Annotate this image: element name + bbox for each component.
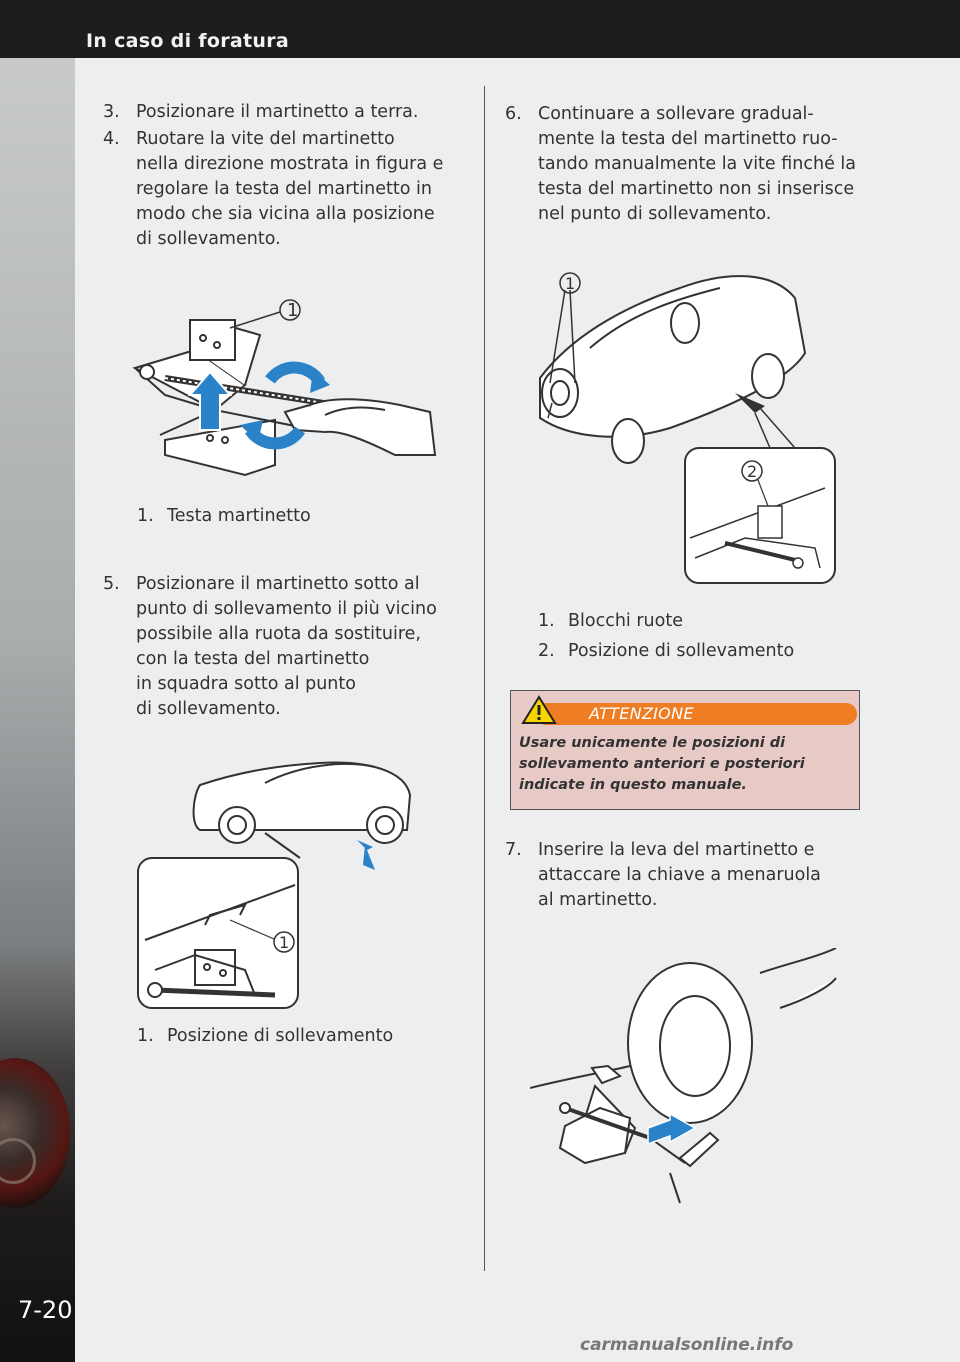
callout-2: 2 — [747, 462, 758, 481]
jack-handle-figure — [530, 948, 840, 1213]
side-photo-strip — [0, 58, 75, 1362]
figure1-caption — [137, 504, 437, 530]
figure3-caption-2 — [538, 639, 838, 665]
figure3-caption-1 — [538, 609, 838, 635]
lifting-point-figure — [135, 755, 445, 1010]
caption-text: Blocchi ruote — [568, 611, 683, 631]
column-divider — [484, 86, 485, 1271]
headlamp-photo — [0, 1058, 70, 1208]
caption-text: Posizione di sollevamento — [568, 641, 795, 661]
caption-number: 1. — [137, 1026, 154, 1046]
step-number: 5. — [103, 574, 120, 594]
step-6 — [505, 102, 885, 232]
wheel-blocks-figure — [530, 268, 840, 588]
section-title: In caso di foratura — [86, 30, 290, 52]
callout-1: 1 — [279, 933, 290, 952]
page-number: 7-20 — [18, 1296, 73, 1324]
warning-box — [510, 690, 860, 810]
caption-number: 2. — [538, 641, 555, 661]
warning-title: ATTENZIONE — [589, 704, 694, 723]
watermark: carmanualsonline.info — [580, 1335, 794, 1355]
caption-text: Posizione di sollevamento — [167, 1026, 394, 1046]
caption-number: 1. — [538, 611, 555, 631]
warning-body: Usare unicamente le posizioni di sollevamento anteriori e posteriori indicate in questo manuale. — [519, 735, 805, 793]
warning-triangle-icon — [521, 695, 557, 725]
step-3 — [103, 100, 473, 126]
step-text: Continuare a sollevare gradual- mente la testa del martinetto ruo- tando manualmente la vite finché la testa del martinetto non si inserisce nel punto di sollevamento. — [538, 104, 856, 224]
step-number: 3. — [103, 102, 120, 122]
step-text: Posizionare il martinetto a terra. — [136, 102, 419, 122]
step-number: 7. — [505, 840, 522, 860]
callout-1: 1 — [287, 300, 299, 321]
jack-head-figure — [125, 290, 440, 485]
callout-1: 1 — [565, 274, 576, 293]
step-number: 6. — [505, 104, 522, 124]
step-4 — [103, 127, 473, 257]
warning-title-bar — [535, 703, 857, 725]
caption-text: Testa martinetto — [167, 506, 311, 526]
step-7 — [505, 838, 885, 918]
figure2-caption — [137, 1024, 467, 1050]
step-text: Posizionare il martinetto sotto al punto di sollevamento il più vicino possibile alla ruota da sostituire, con la testa del martinetto in squadra sotto al punto di sollevamento. — [136, 574, 437, 719]
step-number: 4. — [103, 129, 120, 149]
step-text: Inserire la leva del martinetto e attaccare la chiave a menaruola al martinetto. — [538, 840, 821, 910]
step-5 — [103, 572, 473, 727]
caption-number: 1. — [137, 506, 154, 526]
step-text: Ruotare la vite del martinetto nella direzione mostrata in figura e regolare la testa del martinetto in modo che sia vicina alla posizione di sollevamento. — [136, 129, 444, 249]
